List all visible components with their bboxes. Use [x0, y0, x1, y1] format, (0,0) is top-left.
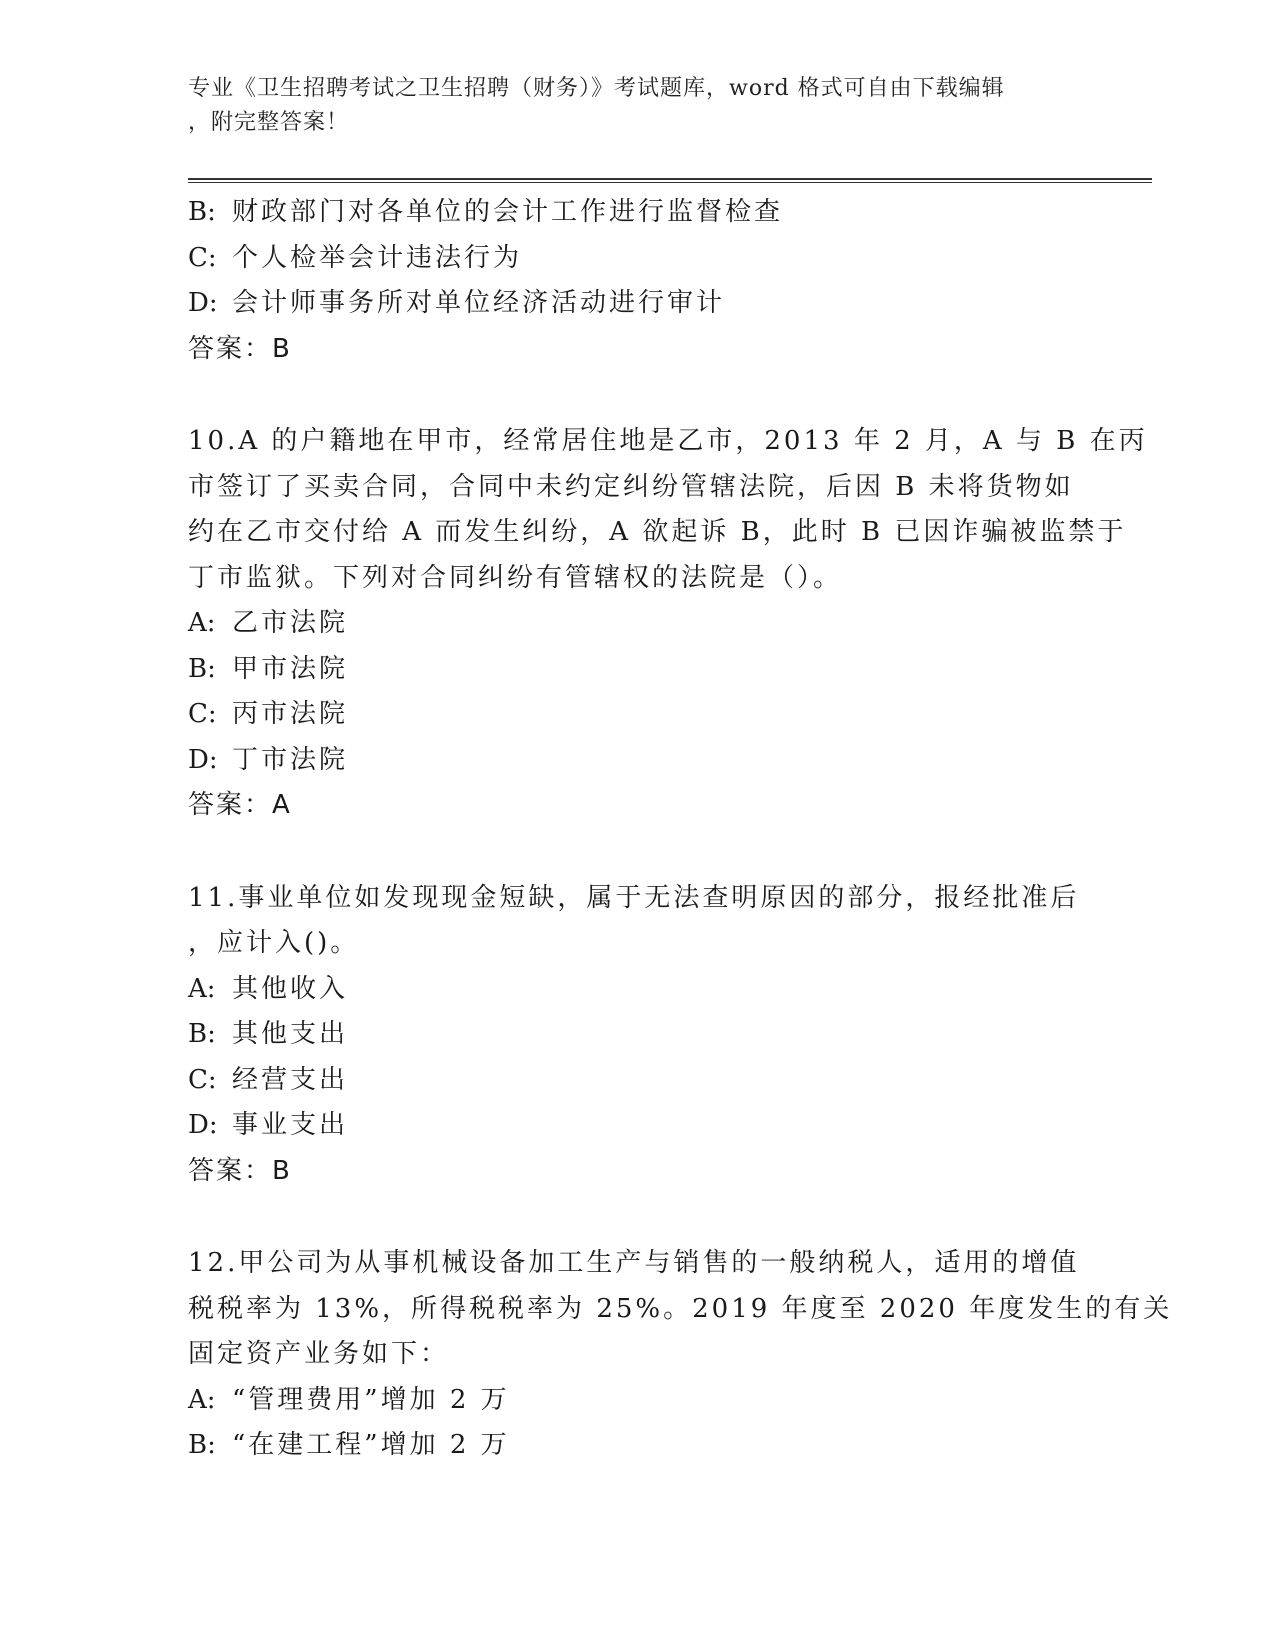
spacer — [188, 829, 1088, 876]
option-b — [188, 647, 1088, 693]
question-stem-line: 固定资产业务如下： — [188, 1339, 450, 1369]
option-label: C: — [188, 1064, 217, 1095]
option-label: B: — [188, 1430, 216, 1460]
question-stem-line: 12.甲公司为从事机械设备加工生产与销售的一般纳税人，适用的增值 — [188, 1248, 1080, 1278]
option-text: 个人检举会计违法行为 — [232, 242, 523, 273]
document-header — [188, 72, 1088, 140]
answer: 答案：B — [188, 333, 292, 364]
option-b — [188, 190, 1088, 236]
answer: 答案：B — [188, 1155, 292, 1186]
option-text: 甲市法院 — [232, 653, 349, 684]
option-a — [188, 1378, 1088, 1424]
option-c — [188, 692, 1088, 738]
option-b — [188, 1012, 1088, 1058]
option-label: A: — [188, 1384, 216, 1415]
option-label: B: — [188, 653, 216, 684]
question-stem-line: 11.事业单位如发现现金短缺，属于无法查明原因的部分，报经批准后 — [188, 882, 1080, 913]
option-label: A: — [188, 973, 216, 1004]
option-text: “在建工程”增加 2 万 — [232, 1430, 510, 1460]
option-c — [188, 236, 1088, 282]
question-stem-line: 市签订了买卖合同，合同中未约定纠纷管辖法院，后因 B 未将货物如 — [188, 471, 1074, 502]
option-label: D: — [188, 744, 218, 775]
question-stem-line: ，应计入()。 — [188, 928, 360, 958]
question-10 — [188, 419, 1148, 829]
option-text: 丙市法院 — [232, 699, 349, 729]
option-text: “管理费用”增加 2 万 — [232, 1384, 510, 1415]
question-stem-line: 丁市监狱。下列对合同纠纷有管辖权的法院是（）。 — [188, 562, 843, 593]
option-c — [188, 1058, 1088, 1104]
option-label: B: — [188, 197, 216, 227]
option-d — [188, 1103, 1088, 1149]
spacer — [188, 372, 1088, 419]
header-line-1: 专业《卫生招聘考试之卫生招聘（财务）》考试题库，word 格式可自由下载编辑 — [188, 76, 1005, 101]
option-label: D: — [188, 288, 218, 318]
option-label: B: — [188, 1019, 216, 1049]
question-12 — [188, 1241, 1173, 1469]
option-text: 其他支出 — [232, 1019, 349, 1049]
option-text: 丁市法院 — [232, 744, 349, 775]
header-line-2: ，附完整答案！ — [188, 110, 350, 135]
question-stem-line: 约在乙市交付给 A 而发生纠纷，A 欲起诉 B，此时 B 已因诈骗被监禁于 — [188, 517, 1127, 547]
question-11 — [188, 876, 1088, 1195]
option-text: 经营支出 — [232, 1064, 349, 1095]
option-text: 其他收入 — [232, 973, 349, 1004]
prev-question — [188, 190, 1088, 372]
option-text: 会计师事务所对单位经济活动进行审计 — [232, 288, 726, 318]
option-label: C: — [188, 242, 217, 273]
option-label: C: — [188, 699, 217, 729]
option-d — [188, 738, 1088, 784]
option-text: 财政部门对各单位的会计工作进行监督检查 — [232, 197, 784, 227]
option-a — [188, 601, 1088, 647]
document-body — [188, 190, 1173, 1469]
answer: 答案：A — [188, 790, 292, 820]
option-text: 事业支出 — [232, 1110, 349, 1140]
question-stem-line: 税税率为 13%，所得税税率为 25%。2019 年度至 2020 年度发生的有关 — [188, 1293, 1173, 1324]
option-text: 乙市法院 — [232, 608, 349, 638]
option-b — [188, 1423, 1088, 1469]
spacer — [188, 1194, 1088, 1241]
option-label: A: — [188, 608, 216, 638]
option-label: D: — [188, 1110, 218, 1140]
option-d — [188, 281, 1088, 327]
question-stem-line: 10.A 的户籍地在甲市，经常居住地是乙市，2013 年 2 月，A 与 B 在丙 — [188, 426, 1148, 456]
option-a — [188, 967, 1088, 1013]
header-divider — [188, 178, 1152, 183]
